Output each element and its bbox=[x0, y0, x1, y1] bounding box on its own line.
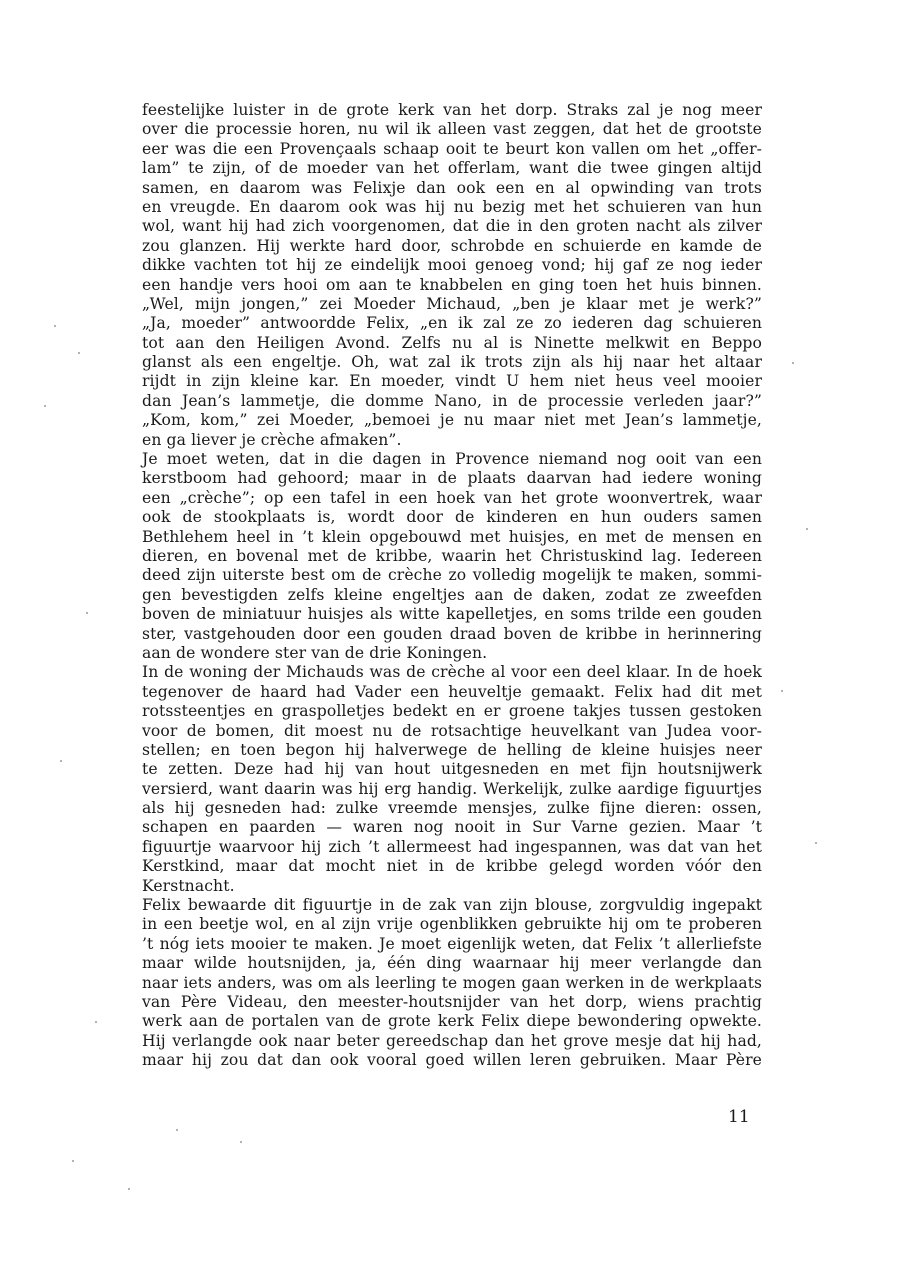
scan-speck bbox=[60, 760, 62, 762]
text-line: deed zijn uiterste best om de crèche zo volledig mogelijk te maken, sommi- bbox=[142, 566, 762, 585]
scan-speck bbox=[86, 612, 88, 614]
text-line: versierd, want daarin was hij erg handig. Werkelijk, zulke aardige figuurtjes bbox=[142, 779, 762, 798]
text-line: stellen; en toen begon hij halverwege de helling de kleine huisjes neer bbox=[142, 740, 762, 759]
text-line: Felix bewaarde dit figuurtje in de zak van zijn blouse, zorgvuldig ingepakt bbox=[142, 896, 762, 915]
text-line: een handje vers hooi om aan te knabbelen en ging toen het huis binnen. bbox=[142, 275, 762, 294]
text-line: dieren, en bovenal met de kribbe, waarin het Christuskind lag. Iedereen bbox=[142, 546, 762, 565]
scan-speck bbox=[176, 1129, 178, 1131]
text-line: „Wel, mijn jongen,” zei Moeder Michaud, „ben je klaar met je werk?” bbox=[142, 294, 762, 313]
text-line: voor de bomen, dit moest nu de rotsachtige heuvelkant van Judea voor- bbox=[142, 721, 762, 740]
text-line: rotssteentjes en graspolletjes bedekt en er groene takjes tussen gestoken bbox=[142, 702, 762, 721]
text-line: tot aan den Heiligen Avond. Zelfs nu al is Ninette melkwit en Beppo bbox=[142, 333, 762, 352]
scan-speck bbox=[781, 690, 783, 692]
text-line: ’t nóg iets mooier te maken. Je moet eigenlijk weten, dat Felix ’t allerliefste bbox=[142, 934, 762, 953]
text-line: over die processie horen, nu wil ik alleen vast zeggen, dat het de grootste bbox=[142, 120, 762, 139]
text-line: eer was die een Provençaals schaap ooit te beurt kon vallen om het „offer- bbox=[142, 139, 762, 158]
scan-speck bbox=[95, 1021, 97, 1023]
text-line: ster, vastgehouden door een gouden draad boven de kribbe in herinnering bbox=[142, 624, 762, 643]
scan-speck bbox=[792, 362, 794, 364]
scan-speck bbox=[128, 1188, 130, 1190]
body-text bbox=[142, 101, 762, 1071]
text-line: boven de miniatuur huisjes als witte kapelletjes, en soms trilde een gouden bbox=[142, 605, 762, 624]
text-line: en vreugde. En daarom ook was hij nu bezig met het schuieren van hun bbox=[142, 197, 762, 216]
text-line: als hij gesneden had: zulke vreemde mensjes, zulke fijne dieren: ossen, bbox=[142, 799, 762, 818]
text-line: Kerstkind, maar dat mocht niet in de kribbe gelegd worden vóór den bbox=[142, 857, 762, 876]
text-line: in een beetje wol, en al zijn vrije ogenblikken gebruikte hij om te proberen bbox=[142, 915, 762, 934]
text-line: maar wilde houtsnijden, ja, één ding waarnaar hij meer verlangde dan bbox=[142, 954, 762, 973]
page-number: 11 bbox=[728, 1107, 750, 1127]
text-line: lam” te zijn, of de moeder van het offerlam, want die twee gingen altijd bbox=[142, 159, 762, 178]
scan-speck bbox=[44, 405, 46, 407]
text-line: en ga liever je crèche afmaken”. bbox=[142, 430, 402, 449]
text-line: „Ja, moeder” antwoordde Felix, „en ik zal ze zo iederen dag schuieren bbox=[142, 314, 762, 333]
text-line: schapen en paarden — waren nog nooit in Sur Varne gezien. Maar ’t bbox=[142, 818, 762, 837]
text-line: tegenover de haard had Vader een heuveltje gemaakt. Felix had dit met bbox=[142, 682, 762, 701]
text-line: Bethlehem heel in ’t klein opgebouwd met huisjes, en met de mensen en bbox=[142, 527, 762, 546]
text-line: naar iets anders, was om als leerling te mogen gaan werken in de werkplaats bbox=[142, 973, 762, 992]
text-line: een „crèche”; op een tafel in een hoek van het grote woonvertrek, waar bbox=[142, 488, 762, 507]
text-line: rijdt in zijn kleine kar. En moeder, vindt U hem niet heus veel mooier bbox=[142, 372, 762, 391]
scan-speck bbox=[815, 842, 817, 844]
scan-speck bbox=[72, 1160, 74, 1162]
text-line: kerstboom had gehoord; maar in de plaats daarvan had iedere woning bbox=[142, 469, 762, 488]
text-line: dan Jean’s lammetje, die domme Nano, in de processie verleden jaar?” bbox=[142, 391, 762, 410]
text-line: Je moet weten, dat in die dagen in Provence niemand nog ooit van een bbox=[142, 450, 762, 469]
text-line: van Père Videau, den meester-houtsnijder van het dorp, wiens prachtig bbox=[142, 992, 762, 1011]
text-line: „Kom, kom,” zei Moeder, „bemoei je nu maar niet met Jean’s lammetje, bbox=[142, 411, 762, 430]
text-line: In de woning der Michauds was de crèche al voor een deel klaar. In de hoek bbox=[142, 663, 762, 682]
text-line: feestelijke luister in de grote kerk van het dorp. Straks zal je nog meer bbox=[142, 101, 762, 119]
text-line: Kerstnacht. bbox=[142, 876, 235, 895]
text-line: gen bevestigden zelfs kleine engeltjes aan de daken, zodat ze zweefden bbox=[142, 585, 762, 604]
text-line: Hij verlangde ook naar beter gereedschap dan het grove mesje dat hij had, bbox=[142, 1031, 762, 1050]
text-line: samen, en daarom was Felixje dan ook een en al opwinding van trots bbox=[142, 178, 762, 197]
text-line: figuurtje waarvoor hij zich ’t allermeest had ingespannen, was dat van het bbox=[142, 837, 762, 856]
text-line: ook de stookplaats is, wordt door de kinderen en hun ouders samen bbox=[142, 508, 762, 527]
text-line: dikke vachten tot hij ze eindelijk mooi genoeg vond; hij gaf ze nog ieder bbox=[142, 256, 762, 275]
text-line: te zetten. Deze had hij van hout uitgesneden en met fijn houtsnijwerk bbox=[142, 760, 762, 779]
scan-speck bbox=[240, 1141, 242, 1143]
scan-speck bbox=[806, 528, 808, 530]
scan-speck bbox=[78, 352, 80, 354]
scan-speck bbox=[54, 325, 56, 327]
text-line: wol, want hij had zich voorgenomen, dat die in den groten nacht als zilver bbox=[142, 217, 762, 236]
text-line: glanst als een engeltje. Oh, wat zal ik trots zijn als hij naar het altaar bbox=[142, 353, 762, 372]
text-line: maar hij zou dat dan ook vooral goed willen leren gebruiken. Maar Père bbox=[142, 1051, 762, 1070]
text-line: aan de wondere ster van de drie Koningen. bbox=[142, 643, 488, 662]
text-line: werk aan de portalen van de grote kerk Felix diepe bewondering opwekte. bbox=[142, 1012, 762, 1031]
text-line: zou glanzen. Hij werkte hard door, schrobde en schuierde en kamde de bbox=[142, 236, 762, 255]
